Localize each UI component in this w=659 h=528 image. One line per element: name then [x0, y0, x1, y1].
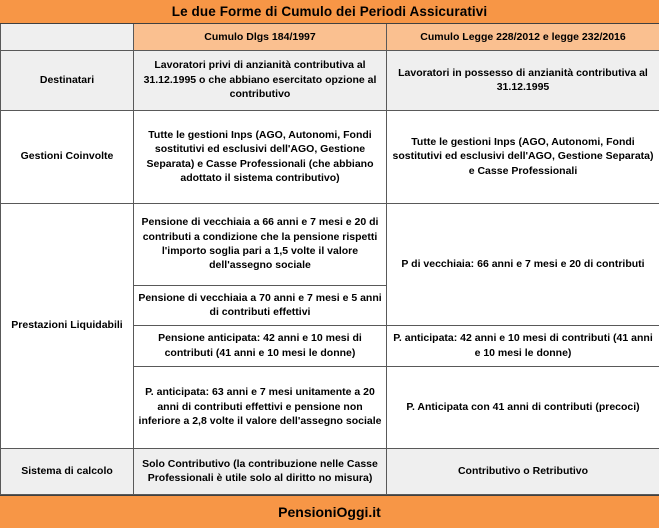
table-header-row [1, 24, 659, 50]
cell-prestazioni-dlgs-2: Pensione di vecchiaia a 70 anni e 7 mesi e 5 anni di contributi effettivi [134, 285, 387, 325]
cell-sistema-legge: Contributivo o Retributivo [387, 448, 659, 494]
table-row-gestioni-coinvolte [1, 110, 659, 203]
cell-prestazioni-dlgs-3: Pensione anticipata: 42 anni e 10 mesi di contributi (41 anni e 10 mesi le donne) [134, 325, 387, 366]
cell-gestioni-dlgs: Tutte le gestioni Inps (AGO, Autonomi, Fondi sostitutivi ed esclusivi dell'AGO, Gestione Separata) e Casse Professionali (che abbiano adottato il sistema contributivo) [134, 110, 387, 203]
page-title-bar [0, 0, 659, 24]
row-label-prestazioni-liquidabili: Prestazioni Liquidabili [1, 203, 134, 448]
header-cumulo-legge: Cumulo Legge 228/2012 e legge 232/2016 [387, 24, 659, 50]
cell-prestazioni-dlgs-1: Pensione di vecchiaia a 66 anni e 7 mesi e 20 di contributi a condizione che la pensione rispetti l'importo soglia pari a 1,5 volte il valore dell'assegno sociale [134, 203, 387, 285]
cell-prestazioni-legge-2: P. anticipata: 42 anni e 10 mesi di contributi (41 anni e 10 mesi le donne) [387, 325, 659, 366]
cell-prestazioni-legge-1: P di vecchiaia: 66 anni e 7 mesi e 20 di contributi [387, 203, 659, 325]
table-row-destinatari [1, 50, 659, 110]
cell-prestazioni-legge-3: P. Anticipata con 41 anni di contributi (precoci) [387, 366, 659, 448]
cell-prestazioni-dlgs-4: P. anticipata: 63 anni e 7 mesi unitamente a 20 anni di contributi effettivi e pensione non inferiore a 2,8 volte il valore dell'assegno sociale [134, 366, 387, 448]
page-footer-bar [0, 495, 659, 528]
header-cumulo-dlgs: Cumulo Dlgs 184/1997 [134, 24, 387, 50]
cell-destinatari-legge: Lavoratori in possesso di anzianità contributiva al 31.12.1995 [387, 50, 659, 110]
row-label-destinatari: Destinatari [1, 50, 134, 110]
cell-sistema-dlgs: Solo Contributivo (la contribuzione nelle Casse Professionali è utile solo al diritto no misura) [134, 448, 387, 494]
row-label-sistema-di-calcolo: Sistema di calcolo [1, 448, 134, 494]
table-row-prestazioni-1 [1, 203, 659, 285]
site-watermark: PensioniOggi.it [278, 504, 381, 520]
cell-destinatari-dlgs: Lavoratori privi di anzianità contributiva al 31.12.1995 o che abbiano esercitato opzione al contributivo [134, 50, 387, 110]
page-title: Le due Forme di Cumulo dei Periodi Assicurativi [171, 3, 488, 19]
row-label-gestioni-coinvolte: Gestioni Coinvolte [1, 110, 134, 203]
cell-gestioni-legge: Tutte le gestioni Inps (AGO, Autonomi, Fondi sostitutivi ed esclusivi dell'AGO, Gestione Separata) e Casse Professionali [387, 110, 659, 203]
header-blank-cell [1, 24, 134, 50]
table-row-sistema-di-calcolo [1, 448, 659, 494]
comparison-table [0, 24, 659, 495]
